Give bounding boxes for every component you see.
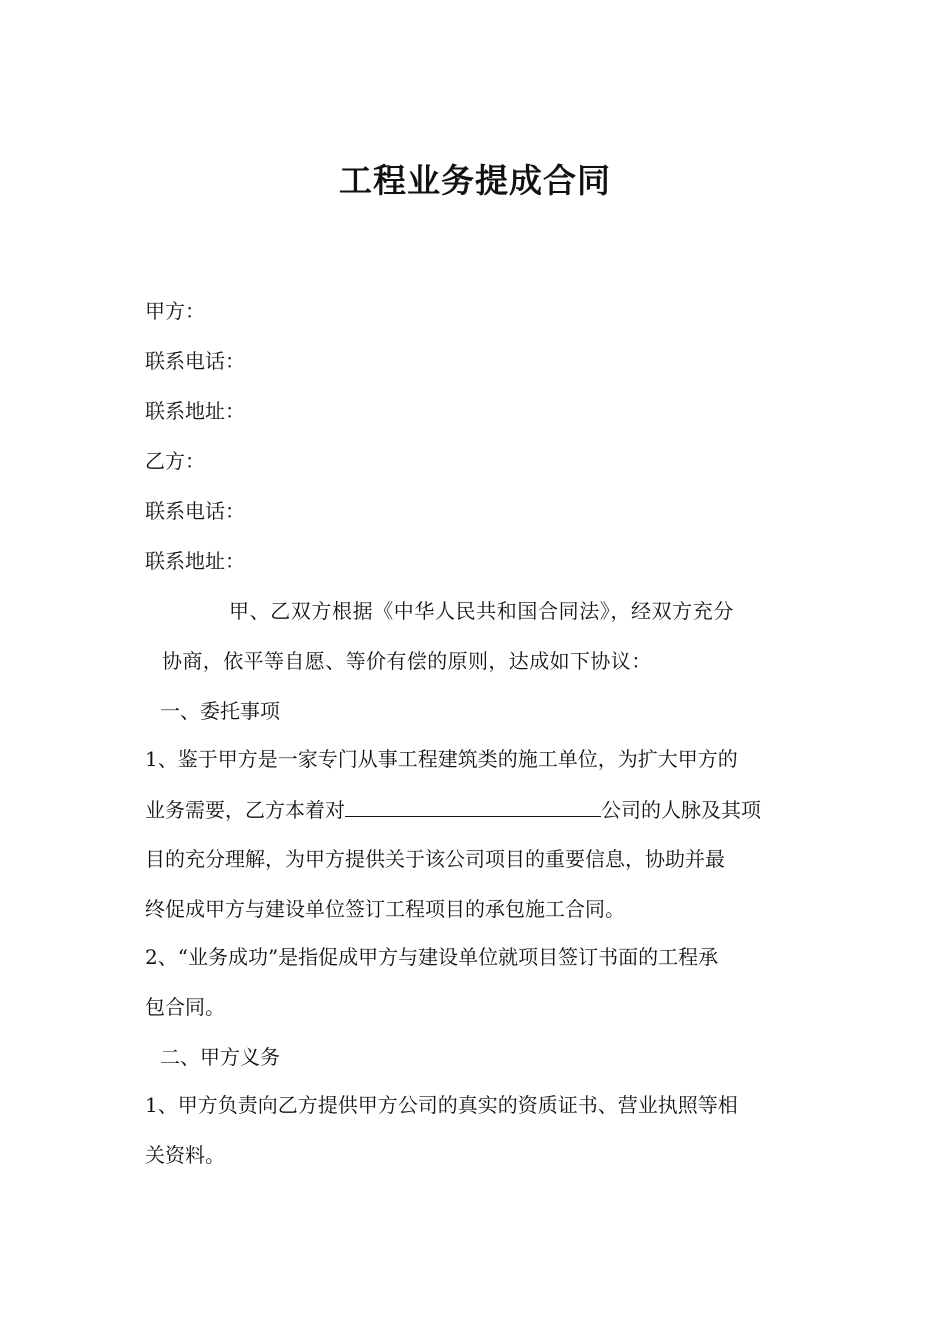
clause-1-2-line-2: 包合同。 bbox=[145, 995, 225, 1019]
clause-2-1-line-1: 1、甲方负责向乙方提供甲方公司的真实的资质证书、营业执照等相 bbox=[145, 1093, 738, 1117]
party-b-label: 乙方： bbox=[145, 449, 205, 473]
clause-1-1-line-2 bbox=[145, 794, 815, 825]
clause-2-1-line-2: 关资料。 bbox=[145, 1143, 225, 1167]
party-a-label: 甲方： bbox=[145, 299, 205, 323]
intro-paragraph-line-1: 甲、乙双方根据《中华人民共和国合同法》，经双方充分 bbox=[229, 599, 734, 623]
document-title: 工程业务提成合同 bbox=[339, 161, 611, 200]
clause-1-2-line-1: 2、“业务成功”是指促成甲方与建设单位就项目签订书面的工程承 bbox=[145, 945, 719, 969]
clause-1-1-line-4: 终促成甲方与建设单位签订工程项目的承包施工合同。 bbox=[145, 897, 625, 921]
party-b-address-label: 联系地址： bbox=[145, 549, 245, 573]
party-a-address-label: 联系地址： bbox=[145, 399, 245, 423]
clause-1-1-line-1: 1、鉴于甲方是一家专门从事工程建筑类的施工单位，为扩大甲方的 bbox=[145, 747, 738, 771]
section-heading-party-a-obligations: 二、甲方义务 bbox=[160, 1045, 280, 1069]
clause-1-1-text-after-blank: 公司的人脉及其项 bbox=[601, 798, 761, 822]
party-a-phone-label: 联系电话： bbox=[145, 349, 245, 373]
party-b-phone-label: 联系电话： bbox=[145, 499, 245, 523]
company-name-blank bbox=[345, 794, 601, 817]
intro-paragraph-line-2: 协商，依平等自愿、等价有偿的原则，达成如下协议： bbox=[162, 649, 652, 673]
clause-1-1-text-before-blank: 业务需要，乙方本着对 bbox=[145, 798, 345, 822]
section-heading-entrustment: 一、委托事项 bbox=[160, 699, 280, 723]
clause-1-1-line-3: 目的充分理解，为甲方提供关于该公司项目的重要信息，协助并最 bbox=[145, 847, 725, 871]
